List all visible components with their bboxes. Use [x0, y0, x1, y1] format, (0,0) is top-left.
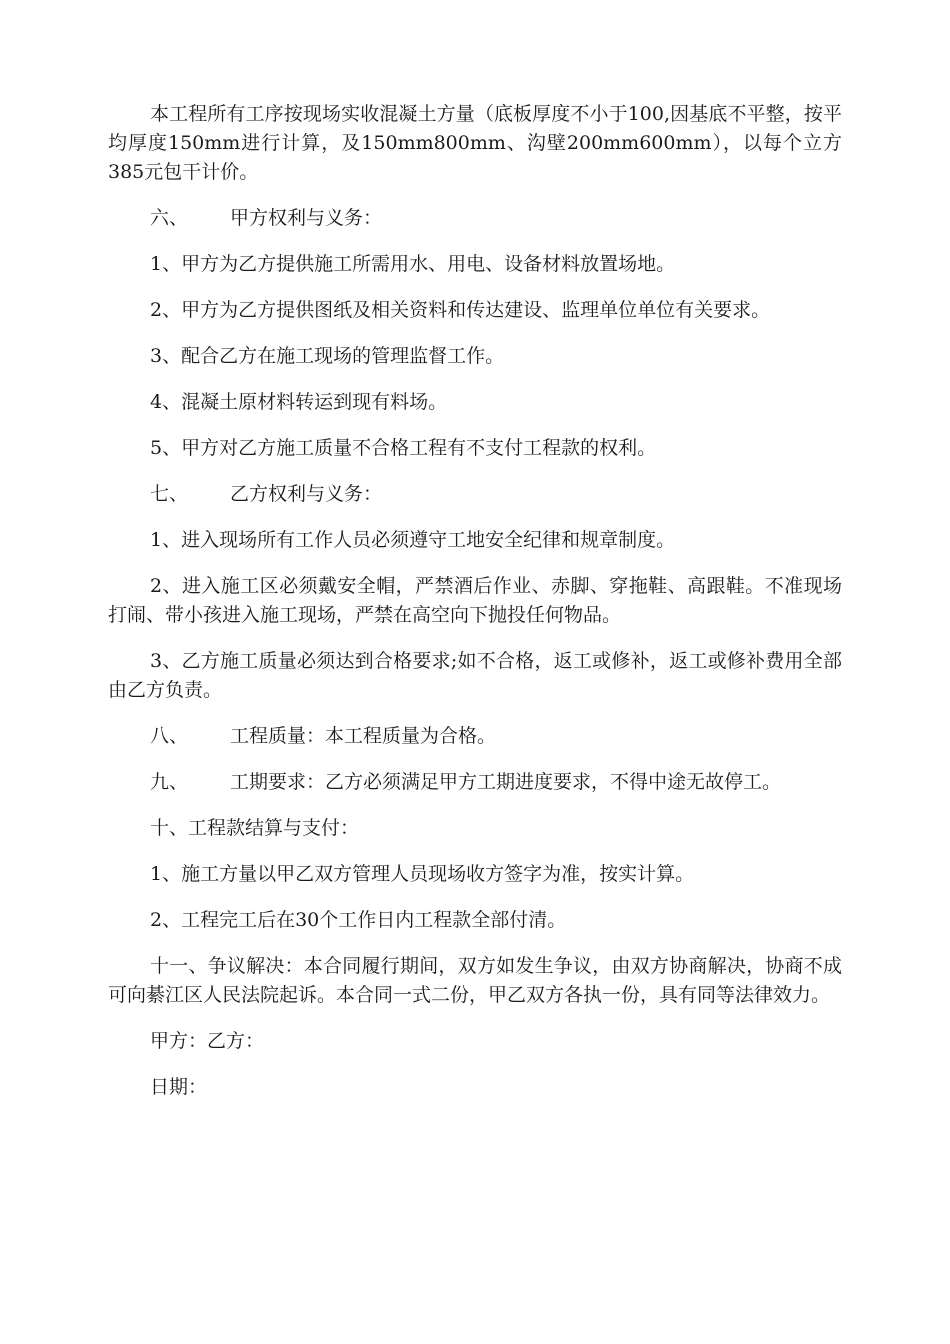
section-8-number: 八、 [150, 725, 189, 747]
section-6-item: 1、甲方为乙方提供施工所需用水、用电、设备材料放置场地。 [150, 253, 676, 275]
section-7-item: 3、乙方施工质量必须达到合格要求;如不合格，返工或修补，返工或修补费用全部由乙方负责。 [108, 650, 842, 701]
date-line: 日期： [150, 1076, 208, 1098]
section-7-item: 1、进入现场所有工作人员必须遵守工地安全纪律和规章制度。 [150, 529, 676, 551]
section-6-title: 甲方权利与义务： [230, 207, 383, 229]
section-7-heading [108, 480, 842, 509]
section-6-item: 4、混凝土原材料转运到现有料场。 [150, 391, 448, 413]
section-7-title: 乙方权利与义务： [230, 483, 383, 505]
section-8-title: 工程质量：本工程质量为合格。 [230, 725, 497, 747]
section-10-item: 2、工程完工后在30个工作日内工程款全部付清。 [150, 909, 567, 931]
section-6-item: 5、甲方对乙方施工质量不合格工程有不支付工程款的权利。 [150, 437, 657, 459]
section-6-item: 3、配合乙方在施工现场的管理监督工作。 [150, 345, 505, 367]
section-6-number: 六、 [150, 207, 189, 229]
section-8-heading [108, 722, 842, 751]
signature-line: 甲方：乙方： [150, 1030, 265, 1052]
document-page [108, 100, 842, 1119]
section-9-title: 工期要求：乙方必须满足甲方工期进度要求，不得中途无故停工。 [230, 771, 782, 793]
section-9-heading [108, 768, 842, 797]
section-7-item: 2、进入施工区必须戴安全帽，严禁酒后作业、赤脚、穿拖鞋、高跟鞋。不准现场打闹、带小孩进入施工现场，严禁在高空向下抛投任何物品。 [108, 575, 842, 626]
section-6-heading [108, 204, 842, 233]
section-9-number: 九、 [150, 771, 189, 793]
intro-paragraph: 本工程所有工序按现场实收混凝土方量（底板厚度不小于100,因基底不平整，按平均厚度150mm进行计算，及150mm800mm、沟壁200mm600mm），以每个立方 385元包干计价。 [108, 103, 842, 183]
section-11-paragraph: 十一、争议解决：本合同履行期间，双方如发生争议，由双方协商解决，协商不成可向綦江区人民法院起诉。本合同一式二份，甲乙双方各执一份，具有同等法律效力。 [108, 955, 842, 1006]
section-6-item: 2、甲方为乙方提供图纸及相关资料和传达建设、监理单位单位有关要求。 [150, 299, 771, 321]
section-10-item: 1、施工方量以甲乙双方管理人员现场收方签字为准，按实计算。 [150, 863, 695, 885]
section-7-number: 七、 [150, 483, 189, 505]
section-10-heading: 十、工程款结算与支付： [150, 817, 360, 839]
